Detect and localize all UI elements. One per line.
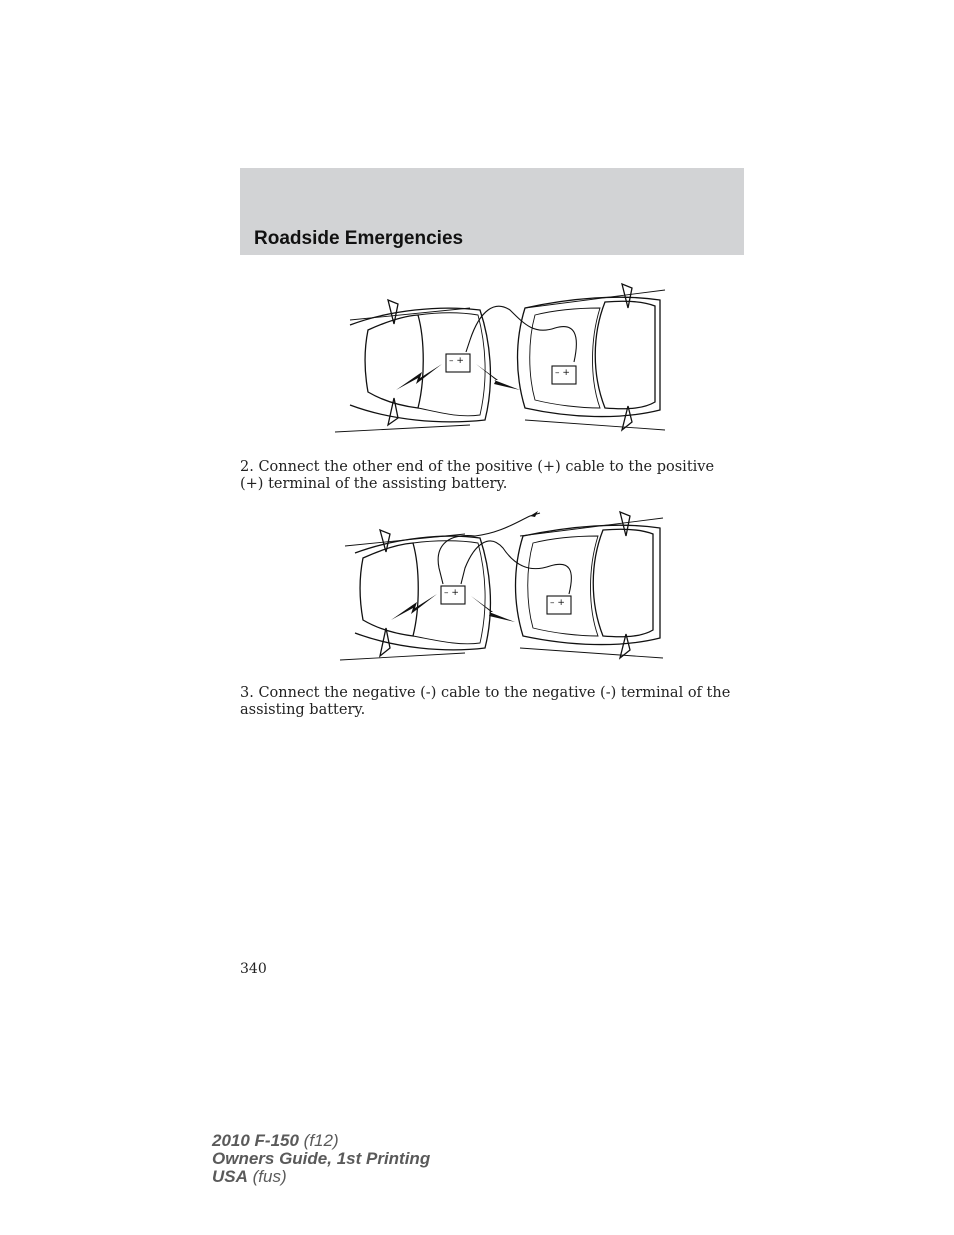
footer-guide-edition: Owners Guide, 1st Printing	[212, 1149, 431, 1168]
assisting-battery-terminals: – +	[555, 368, 570, 378]
disabled-battery-terminals: – +	[444, 588, 459, 598]
negative-cable	[438, 513, 540, 584]
jump-start-figure-step2	[330, 280, 670, 440]
step-2-text: 2. Connect the other end of the positive (+) cable to the positive (+) terminal of the assisting battery.	[240, 459, 715, 492]
assisting-vehicle	[518, 284, 666, 430]
footer-market: USA	[212, 1167, 248, 1186]
step-3-text: 3. Connect the negative (-) cable to the negative (-) terminal of the assisting battery.	[240, 685, 731, 718]
section-title: Roadside Emergencies	[254, 228, 464, 249]
page-number: 340	[240, 961, 267, 977]
disabled-battery-terminals: – +	[449, 356, 464, 366]
spark-icon	[391, 594, 437, 620]
disabled-vehicle	[340, 530, 490, 660]
footer-market-code: (fus)	[247, 1167, 287, 1186]
assisting-battery-terminals: – +	[550, 598, 565, 608]
spark-icon	[396, 364, 442, 390]
jump-start-diagram	[330, 280, 670, 440]
spark-icon	[476, 364, 520, 390]
jump-start-diagram	[335, 508, 667, 668]
section-header-band	[240, 168, 744, 255]
spark-icon	[471, 596, 515, 622]
document-footer	[212, 1132, 430, 1186]
jump-start-figure-step3	[335, 508, 667, 668]
assisting-vehicle	[516, 512, 664, 658]
footer-model-code: (f12)	[298, 1131, 339, 1150]
footer-model: 2010 F-150	[212, 1131, 299, 1150]
